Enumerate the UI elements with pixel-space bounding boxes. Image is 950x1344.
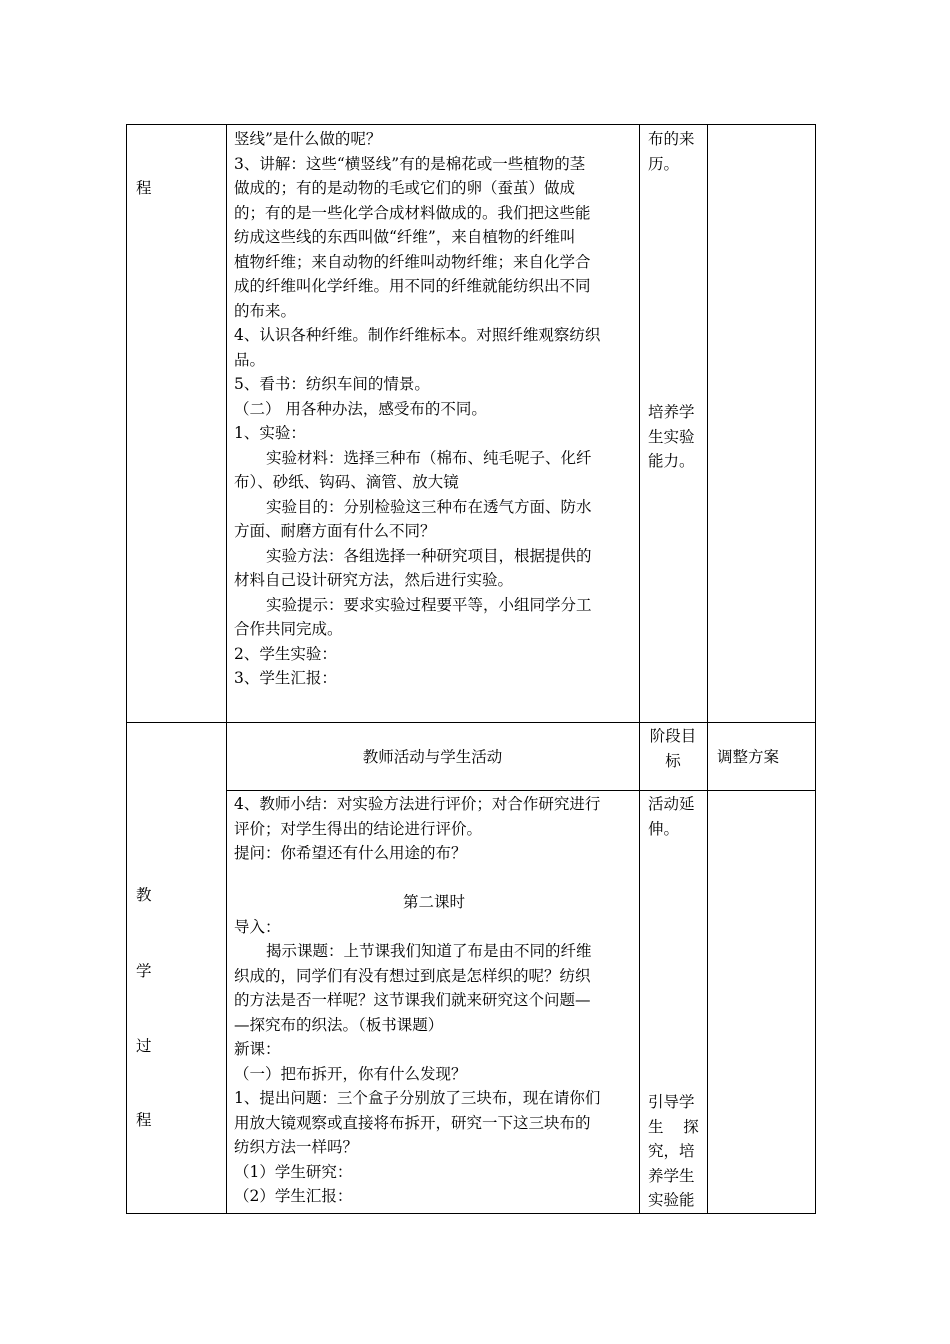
section-label-top: 程 [136, 179, 152, 197]
text-line: 的方法是否一样呢？这节课我们就来研究这个问题— [234, 991, 591, 1009]
text-line: 3、讲解：这些“横竖线”有的是棉花或一些植物的茎 [234, 154, 586, 173]
table-border-bottom [126, 1213, 816, 1214]
section-label-char: 程 [136, 1111, 152, 1129]
text-line: 竖线”是什么做的呢？ [234, 130, 382, 148]
text-line: （二） 用各种办法，感受布的不同。 [234, 399, 487, 418]
text-line: 4、认识各种纤维。制作纤维标本。对照纤维观察纺织 [234, 326, 601, 344]
bottom-goal-cell-2 [648, 1090, 699, 1213]
goal-line: 养学生 [648, 1166, 695, 1185]
section-label-char: 学 [136, 962, 152, 980]
text-line: 的；有的是一些化学合成材料做成的。我们把这些能 [234, 203, 591, 222]
text-line: 纺织方法一样吗？ [234, 1138, 359, 1156]
text-line: 合作共同完成。 [234, 620, 343, 638]
text-line: 织成的，同学们有没有想过到底是怎样织的呢？纺织 [234, 966, 591, 985]
goal-line: 生实验 [648, 427, 695, 446]
text-line: 5、看书：纺织车间的情景。 [234, 375, 430, 393]
bottom-goal-cell-1 [648, 792, 695, 841]
goal-line: 究，培 [648, 1142, 695, 1160]
goal-line: 实验能 [648, 1191, 695, 1209]
activity-header: 教师活动与学生活动 [362, 748, 503, 766]
text-line: 4、教师小结：对实验方法进行评价；对合作研究进行 [234, 795, 601, 813]
goal-header-line-2: 标 [665, 752, 681, 770]
text-line: 材料自己设计研究方法，然后进行实验。 [234, 571, 514, 589]
goal-line: 能力。 [648, 452, 695, 470]
table-col-divider-1 [226, 124, 227, 1214]
text-line: —探究布的织法。（板书课题） [234, 1015, 444, 1034]
section-label-char: 教 [136, 886, 152, 904]
text-line: 2、学生实验： [234, 644, 337, 663]
table-row-divider-1 [126, 722, 816, 723]
top-goal-cell-1 [648, 127, 695, 176]
text-line: 植物纤维；来自动物的纤维叫动物纤维；来自化学合 [234, 252, 591, 271]
text-line: 品。 [234, 350, 266, 369]
bottom-activity-cell [234, 792, 634, 1209]
text-line: 1、提出问题：三个盒子分别放了三块布，现在请你们 [234, 1089, 601, 1107]
goal-header-line-1: 阶段目 [649, 727, 697, 745]
text-line: 纺成这些线的东西叫做“纤维”，来自植物的纤维叫 [234, 228, 576, 246]
adjust-header: 调整方案 [717, 748, 780, 766]
text-line: 做成的；有的是动物的毛或它们的卵（蚕茧）做成 [234, 179, 576, 197]
text-line: 新课： [234, 1040, 281, 1058]
text-line: （一）把布拆开，你有什么发现？ [234, 1064, 467, 1083]
top-goal-cell-2 [648, 400, 695, 474]
text-line: 实验材料：选择三种布（棉布、纯毛呢子、化纤 [266, 448, 592, 467]
table-col-divider-2 [639, 124, 640, 1214]
text-line: （1）学生研究： [234, 1162, 353, 1181]
table-border-left [126, 124, 127, 1214]
goal-line: 布的来 [648, 130, 695, 148]
text-line: 方面、耐磨方面有什么不同？ [234, 522, 436, 540]
goal-line: 历。 [648, 154, 680, 173]
blank-line [234, 866, 634, 891]
table-border-top [126, 124, 816, 125]
goal-line: 活动延 [648, 795, 695, 813]
text-line: 评价；对学生得出的结论进行评价。 [234, 819, 483, 838]
section-label-char: 过 [136, 1037, 152, 1055]
goal-line: 引导学 [648, 1093, 695, 1111]
text-line: 成的纤维叫化学纤维。用不同的纤维就能纺织出不同 [234, 277, 591, 295]
goal-line: 培养学 [648, 403, 695, 421]
text-line: 提问：你希望还有什么用途的布？ [234, 844, 467, 862]
table-border-right [815, 124, 816, 1214]
text-line: 3、学生汇报： [234, 669, 337, 687]
table-col-divider-3 [707, 124, 708, 1214]
text-line: （2）学生汇报： [234, 1187, 353, 1205]
table-row-divider-2 [226, 790, 816, 791]
text-line: 的布来。 [234, 301, 297, 320]
goal-line: 伸。 [648, 819, 680, 838]
text-line: 布）、砂纸、钩码、滴管、放大镜 [234, 473, 459, 491]
text-line: 1、实验： [234, 424, 306, 442]
text-line: 用放大镜观察或直接将布拆开，研究一下这三块布的 [234, 1113, 591, 1132]
text-line: 导入： [234, 917, 281, 936]
text-line: 实验方法：各组选择一种研究项目，根据提供的 [266, 546, 592, 565]
top-activity-cell [234, 127, 634, 691]
text-line: 实验提示：要求实验过程要平等，小组同学分工 [266, 595, 592, 614]
text-line: 揭示课题：上节课我们知道了布是由不同的纤维 [266, 942, 592, 960]
lesson-title: 第二课时 [402, 893, 465, 911]
text-line: 实验目的：分别检验这三种布在透气方面、防水 [266, 497, 592, 516]
goal-line: 生 探 [648, 1117, 699, 1136]
